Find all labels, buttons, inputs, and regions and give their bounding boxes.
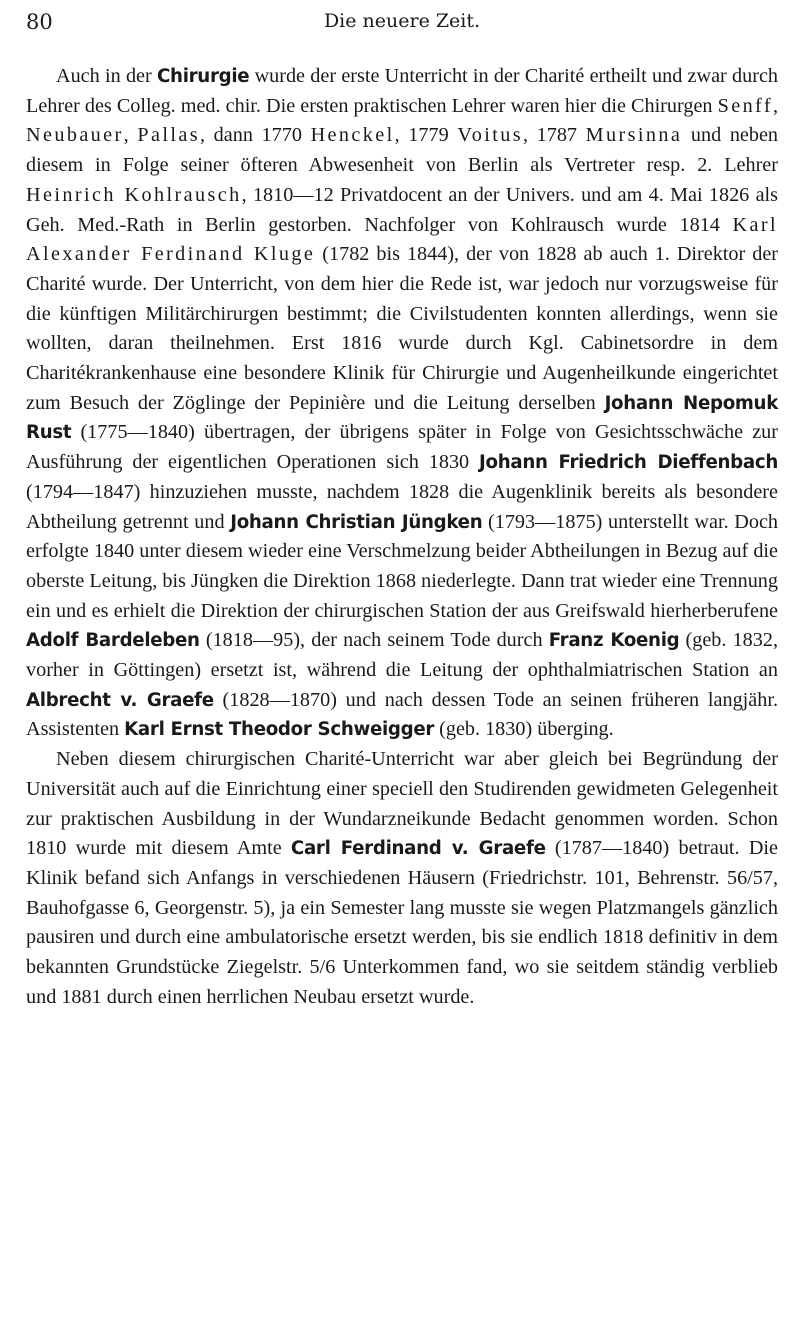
paragraph [26,62,778,745]
emphasized-name: Johann Nepomuk Rust [26,392,778,444]
emphasized-name: Johann Christian Jüngken [230,511,483,533]
running-head-title: Die neuere Zeit. [323,10,481,32]
emphasized-name: Johann Friedrich Dieffenbach [479,452,778,474]
running-head [26,10,778,40]
emphasized-name: Albrecht v. Graefe [26,689,214,711]
text-run: , 1779 [394,124,458,147]
text-run: , [772,94,778,117]
spaced-name: Senff [717,94,773,117]
text-run: , dann 1770 [199,124,311,147]
text-run: , 1787 [522,124,586,147]
book-page [26,10,778,1013]
text-run: Neben diesem chirurgischen Charité-Unterricht war aber gleich bei Begründung der Universität auch auf die Einrichtung einer speciell den Studirenden gewidmeten Gelegenheit zur praktischen Ausbildung in der Wundarzneikunde Bedacht genommen worden. Schon 1810 wurde mit diesem Amte [26,748,778,860]
spaced-name: Heinrich Kohlrausch [26,183,242,206]
emphasized-name: Karl Ernst Theodor Schweigger [124,719,435,741]
text-run: , [123,124,138,147]
emphasized-name: Franz Koenig [548,630,680,652]
paragraph [26,745,778,1012]
emphasized-name: Carl Ferdinand v. Graefe [290,838,546,860]
spaced-name: Mursinna [585,124,683,147]
text-run: Auch in der [56,65,157,87]
text-run: (1794—1847) hinzuziehen musste, nachdem 1828 die Augenklinik bereits als besondere Abtheilung getrennt und [26,480,778,533]
text-run: (geb. 1832, vorher in Göttingen) ersetzt ist, während die Leitung der ophthalmiatrischen Station an [26,629,778,682]
emphasized-name: Chirurgie [157,66,250,87]
emphasized-name: Adolf Bardeleben [26,630,200,652]
text-run: (1793—1875) unterstellt war. Doch erfolgte 1840 unter diesem wieder eine Verschmelzung beider Abtheilungen in Bezug auf die oberste Leitung, bis Jüngken die Direktion 1868 niederlegte. Dann trat wieder eine Trennung ein und es erhielt die Direktion der chirurgischen Station der aus Greifswald hierherberufene [26,510,778,622]
spaced-name: Karl Alexander Ferdinand Kluge [26,213,778,266]
spaced-name: Henckel [310,124,395,147]
text-run: (1787—1840) betraut. Die Klinik befand sich Anfangs in verschiedenen Häusern (Friedrichstr. 101, Behrenstr. 56/57, Bauhofgasse 6, Georgenstr. 5), ja ein Semester lang musste sie wegen Platzmangels gänzlich pausiren und durch eine ambulatorische ersetzt werden, bis sie endlich 1818 definitiv in dem bekannten Grundstücke Ziegelstr. 5/6 Unterkommen fand, wo sie seitdem ständig verblieb und 1881 durch einen herrlichen Neubau ersetzt wurde. [26,837,778,1008]
text-run: (1775—1840) übertragen, der übrigens später in Folge von Gesichtsschwäche zur Ausführung der eigentlichen Operationen sich 1830 [26,421,778,474]
spaced-name: Voitus [457,124,523,147]
spaced-name: Neubauer [26,124,124,147]
text-run: und neben diesem in Folge seiner öfteren Abwesenheit von Berlin als Vertreter resp. 2. Lehrer [26,124,779,177]
body-text [26,62,778,1013]
page-number: 80 [26,10,53,34]
text-run: , 1810—12 Privatdocent an der Univers. und am 4. Mai 1826 als Geh. Med.-Rath in Berlin gestorben. Nachfolger von Kohlrausch wurde 1814 [26,183,778,236]
text-run: (geb. 1830) überging. [434,718,614,741]
spaced-name: Pallas [137,124,200,147]
text-run: wurde der erste Unterricht in der Charité ertheilt und zwar durch Lehrer des Colleg. med. chir. Die ersten praktischen Lehrer waren hier die Chirurgen [26,65,779,117]
text-run: (1818—95), der nach seinem Tode durch [199,629,549,652]
text-run: (1828—1870) und nach dessen Tode an seinen früheren langjähr. Assistenten [26,688,778,741]
text-run: (1782 bis 1844), der von 1828 ab auch 1. Direktor der Charité wurde. Der Unterricht, von dem hier die Rede ist, war jedoch nur vorzugsweise für die künftigen Militärchirurgen bestimmt; die Civilstudenten konnten allerdings, wenn sie wollten, daran theilnehmen. Erst 1816 wurde durch Kgl. Cabinetsordre in dem Charitékrankenhause eine besondere Klinik für Chirurgie und Augenheilkunde eingerichtet zum Besuch der Zöglinge der Pepinière und die Leitung derselben [26,243,779,414]
